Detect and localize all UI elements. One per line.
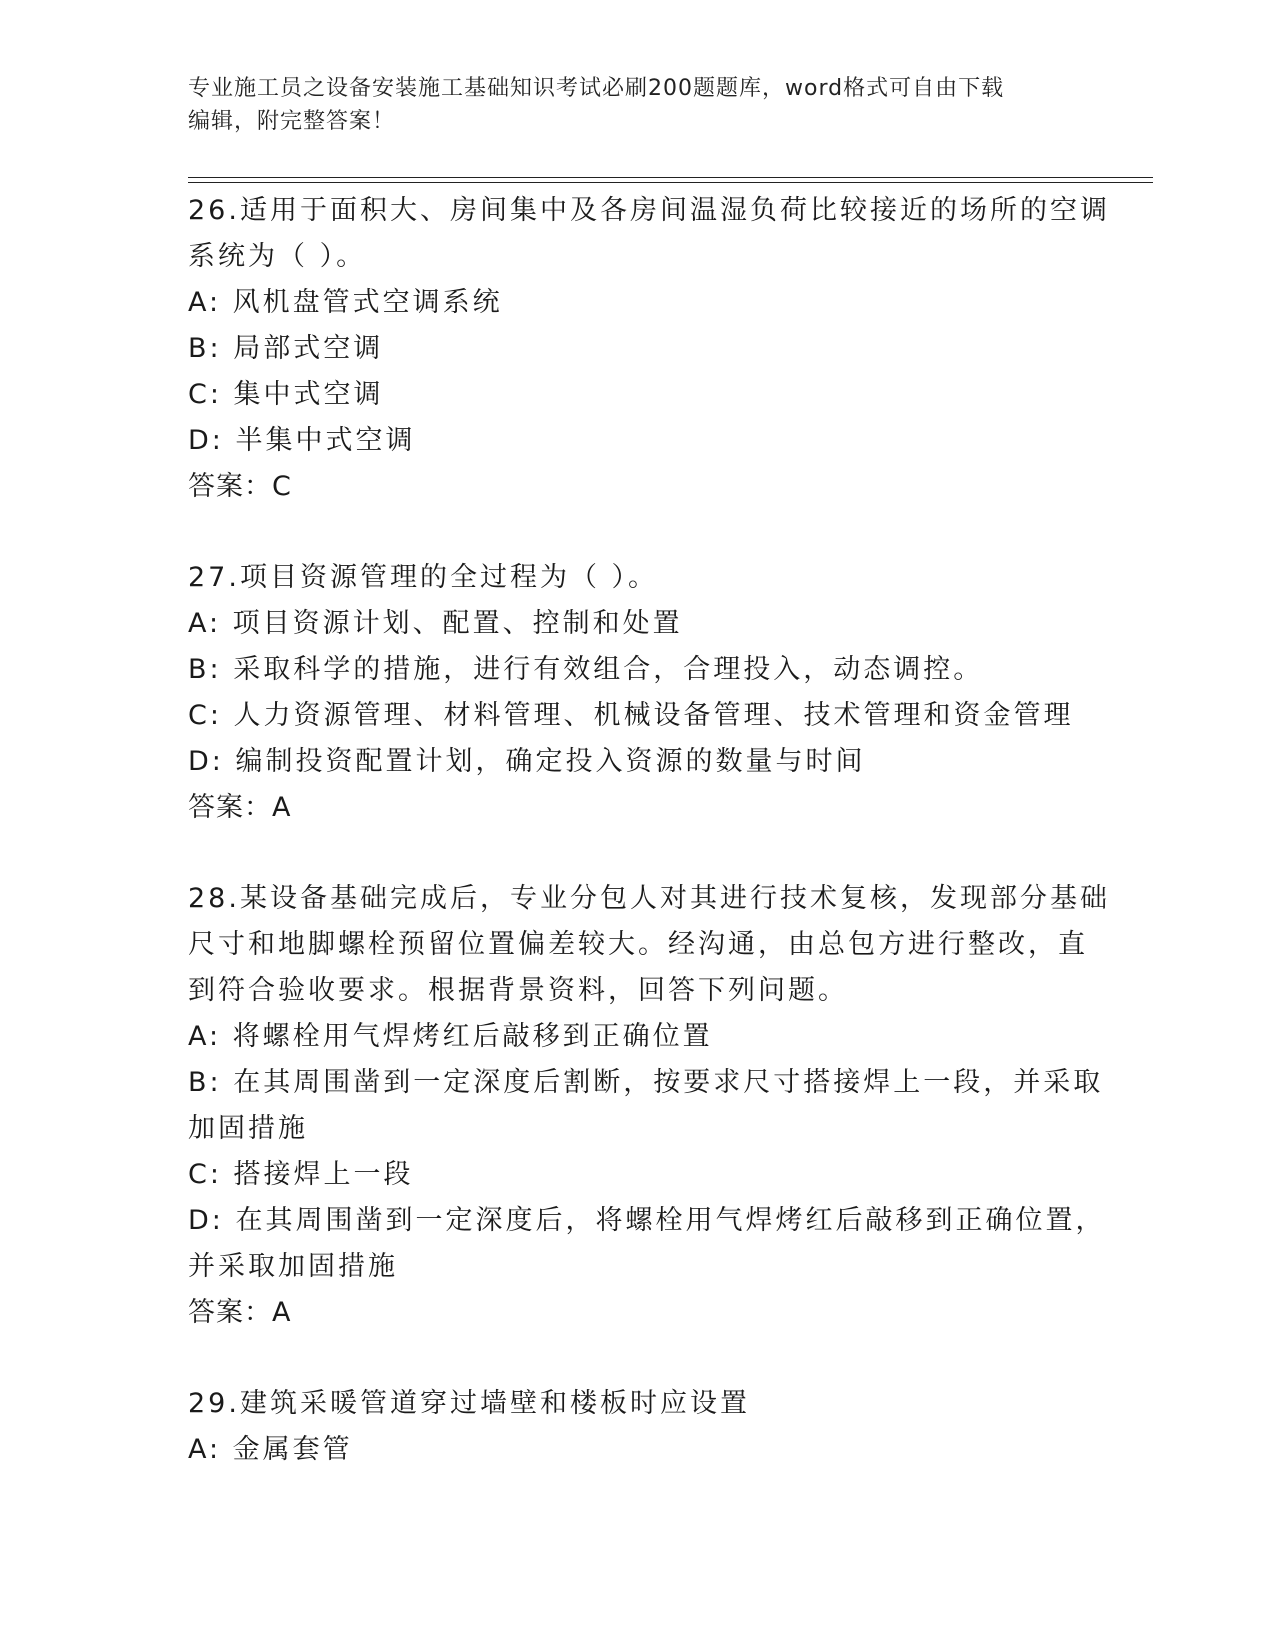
question-spacer [188,831,1088,876]
option-line: A: 金属套管 [188,1434,353,1465]
option-line: D: 半集中式空调 [188,425,416,456]
option-line: 加固措施 [188,1113,308,1144]
page-header [188,72,1068,138]
question-stem-line: 26.适用于面积大、房间集中及各房间温湿负荷比较接近的场所的空调 [188,195,1110,226]
option-line: B: 局部式空调 [188,333,384,364]
option-line: D: 在其周围凿到一定深度后，将螺栓用气焊烤红后敲移到正确位置， [188,1205,1106,1236]
question-block [188,1381,1088,1473]
question-stem-line: 28.某设备基础完成后，专业分包人对其进行技术复核，发现部分基础 [188,883,1110,914]
question-spacer [188,1336,1088,1381]
option-line: B: 在其周围凿到一定深度后割断，按要求尺寸搭接焊上一段，并采取 [188,1067,1104,1098]
option-line: C: 搭接焊上一段 [188,1159,414,1190]
question-block [188,188,1110,510]
header-divider-top [188,177,1153,178]
option-line: A: 将螺栓用气焊烤红后敲移到正确位置 [188,1021,713,1052]
answer-line: 答案：A [188,792,292,823]
question-stem-line: 29.建筑采暖管道穿过墙壁和楼板时应设置 [188,1388,750,1419]
question-list [188,188,1110,1473]
header-divider-bottom [188,182,1153,183]
question-block [188,555,1088,831]
header-line-1: 专业施工员之设备安装施工基础知识考试必刷200题题库，word格式可自由下载 [188,76,1005,101]
question-stem-line: 尺寸和地脚螺栓预留位置偏差较大。经沟通，由总包方进行整改，直 [188,929,1088,960]
answer-line: 答案：C [188,471,292,502]
question-stem-line: 27.项目资源管理的全过程为（ ）。 [188,562,659,593]
option-line: C: 集中式空调 [188,379,384,410]
question-stem-line: 到符合验收要求。根据背景资料，回答下列问题。 [188,975,848,1006]
answer-line: 答案：A [188,1297,292,1328]
question-stem-line: 系统为（ ）。 [188,241,367,272]
option-line: C: 人力资源管理、材料管理、机械设备管理、技术管理和资金管理 [188,700,1074,731]
option-line: D: 编制投资配置计划，确定投入资源的数量与时间 [188,746,866,777]
header-line-2: 编辑，附完整答案！ [188,109,396,134]
option-line: A: 风机盘管式空调系统 [188,287,503,318]
option-line: 并采取加固措施 [188,1251,398,1282]
question-spacer [188,510,1088,555]
option-line: A: 项目资源计划、配置、控制和处置 [188,608,683,639]
option-line: B: 采取科学的措施，进行有效组合，合理投入，动态调控。 [188,654,984,685]
question-block [188,876,1110,1336]
